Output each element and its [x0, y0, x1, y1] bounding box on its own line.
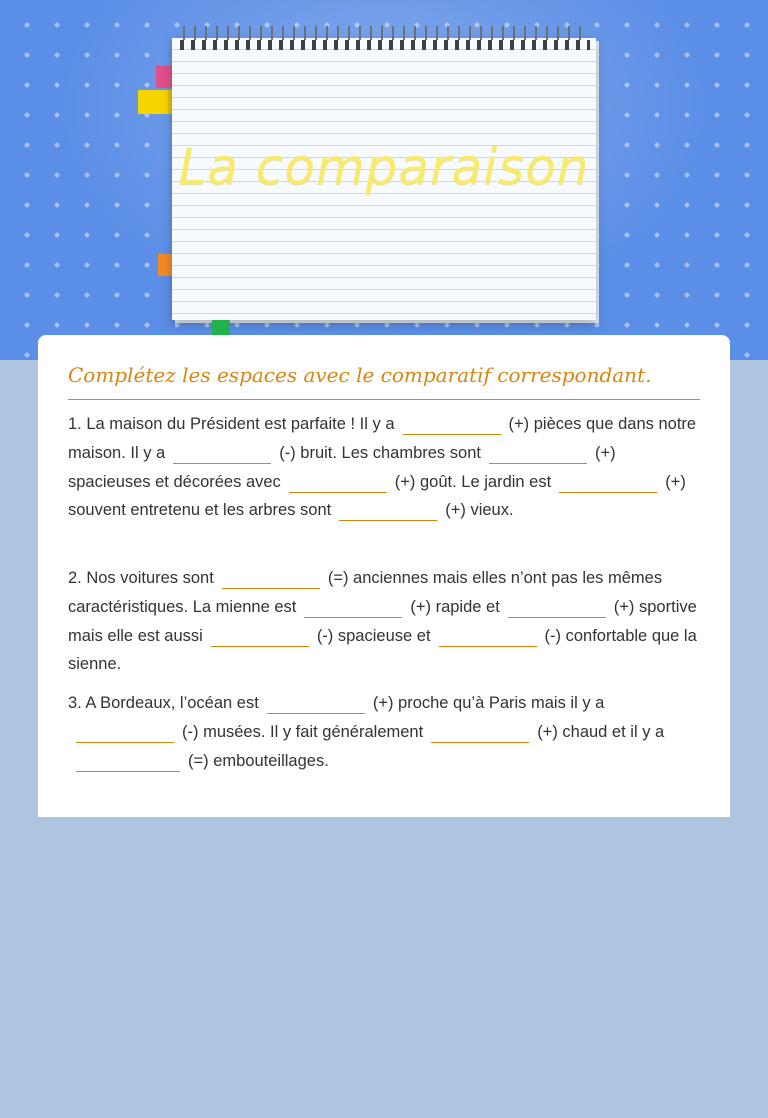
answer-blank[interactable] — [289, 474, 387, 493]
exercise-1 — [68, 410, 700, 525]
answer-blank[interactable] — [431, 724, 529, 743]
notebook-tab-yellow — [138, 90, 174, 114]
answer-blank[interactable] — [211, 628, 309, 647]
answer-blank[interactable] — [173, 445, 271, 464]
worksheet-title: La comparaison — [178, 138, 590, 196]
answer-blank[interactable] — [559, 474, 657, 493]
notebook-holes — [180, 40, 590, 50]
answer-blank[interactable] — [439, 628, 537, 647]
exercise-text: (-) spacieuse et — [316, 626, 431, 645]
answer-blank[interactable] — [403, 416, 501, 435]
answer-blank[interactable] — [267, 695, 365, 714]
exercise-2 — [68, 564, 700, 679]
exercise-text: 1. La maison du Président est parfaite ! Il y a — [68, 415, 395, 433]
answer-blank[interactable] — [76, 753, 180, 772]
exercise-text: (-) bruit. Les chambres sont — [279, 443, 481, 462]
answer-blank[interactable] — [508, 599, 606, 618]
notebook-tab-green — [212, 320, 230, 336]
exercise-text: (=) embouteillages. — [188, 751, 329, 770]
exercise-text: (+) spacieuses et décorées avec — [68, 443, 616, 491]
exercise-text: (-) musées. Il y fait généralement — [182, 722, 424, 741]
instruction-text: Complétez les espaces avec le comparatif correspondant. — [68, 363, 700, 400]
exercise-text: (=) anciennes mais elles n’ont pas les mêmes caractéristiques. La mienne est — [68, 569, 663, 616]
answer-blank[interactable] — [489, 445, 587, 464]
answer-blank[interactable] — [76, 724, 174, 743]
exercise-3 — [68, 689, 700, 775]
worksheet-card — [38, 335, 730, 817]
answer-blank[interactable] — [304, 599, 402, 618]
exercise-text: (+) souvent entretenu et les arbres sont — [68, 472, 686, 520]
answer-blank[interactable] — [339, 502, 437, 521]
exercise-text: 3. A Bordeaux, l’océan est — [68, 694, 259, 712]
exercise-text: (+) vieux. — [445, 501, 514, 520]
exercise-text: (-) confortable que la sienne. — [68, 626, 697, 674]
exercise-text: (+) sportive mais elle est aussi — [68, 597, 697, 645]
exercise-text: 2. Nos voitures sont — [68, 569, 214, 587]
exercise-text: (+) goût. Le jardin est — [394, 472, 552, 491]
answer-blank[interactable] — [222, 570, 320, 589]
exercise-text: (+) pièces que dans notre maison. Il y a — [68, 415, 697, 462]
header-banner — [0, 0, 768, 360]
exercise-text: (+) proche qu’à Paris mais il y a — [372, 694, 605, 712]
exercise-text: (+) rapide et — [410, 597, 500, 616]
exercise-text: (+) chaud et il y a — [537, 722, 665, 741]
